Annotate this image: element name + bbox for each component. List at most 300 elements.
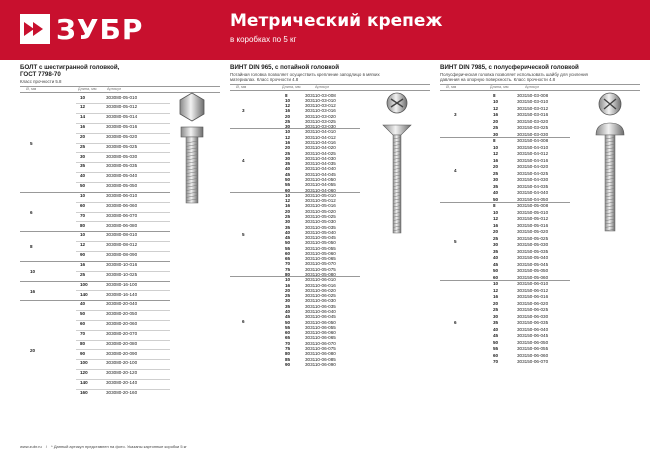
cell-article: 303110-05-020 [305, 208, 336, 214]
cell-article: 303110-06-020 [305, 287, 336, 293]
cell-length: 8 [285, 92, 288, 98]
cell-article: 303110-04-016 [305, 140, 336, 146]
footer-separator: / [45, 444, 48, 449]
cell-article: 303080-08-090 [106, 252, 138, 258]
cell-length: 70 [285, 340, 291, 346]
cell-article: 303110-06-075 [305, 345, 336, 351]
cell-article: 303080-05-010 [106, 94, 138, 100]
footer [20, 444, 187, 449]
cell-length: 90 [80, 252, 86, 258]
cell-length: 80 [285, 272, 291, 278]
cell-diameter: 3 [454, 112, 457, 118]
cell-length: 55 [285, 182, 291, 188]
cell-article: 303150-05-050 [517, 268, 549, 273]
cell-length: 80 [285, 351, 291, 357]
cell-length: 25 [80, 143, 86, 149]
cell-length: 50 [493, 268, 499, 273]
cell-diameter: 16 [30, 288, 36, 294]
header-diameter: Ø, мм [446, 85, 457, 90]
cell-article: 303150-05-035 [517, 248, 549, 254]
cell-length: 8 [493, 92, 496, 98]
cell-length: 12 [285, 103, 291, 109]
cell-article: 303110-06-070 [305, 340, 336, 346]
cell-length: 20 [285, 145, 291, 151]
cell-article: 303080-06-070 [106, 212, 138, 218]
section-title: БОЛТ с шестигранной головкой, [20, 64, 120, 71]
table-hex-bolt [20, 64, 220, 395]
cell-length: 35 [285, 224, 291, 230]
cell-length: 160 [80, 390, 88, 395]
cell-length: 40 [285, 229, 291, 235]
cell-article: 303080-20-090 [106, 350, 138, 356]
cell-article: 303110-04-035 [305, 161, 336, 167]
cell-article: 303150-03-012 [517, 105, 549, 111]
cell-article: 303110-03-010 [305, 97, 336, 103]
cell-article: 303110-06-080 [305, 351, 336, 357]
cell-length: 10 [493, 209, 499, 215]
group-divider [230, 128, 360, 129]
cell-length: 35 [493, 183, 499, 189]
cell-length: 12 [493, 105, 499, 111]
cell-article: 303080-20-120 [106, 370, 138, 376]
cell-length: 30 [285, 124, 291, 130]
cell-article: 303110-05-055 [305, 245, 336, 251]
cell-length: 140 [80, 291, 88, 297]
cell-diameter: 10 [30, 268, 36, 274]
cell-length: 20 [493, 118, 499, 124]
cell-length: 50 [493, 196, 499, 202]
cell-article: 303150-04-035 [517, 183, 549, 189]
cell-length: 60 [285, 250, 291, 256]
cell-article: 303110-06-035 [305, 303, 336, 309]
cell-length: 60 [80, 202, 86, 208]
cell-article: 303110-03-030 [305, 124, 336, 130]
cell-length: 50 [493, 339, 499, 345]
cell-length: 30 [285, 155, 291, 161]
cell-length: 16 [285, 140, 291, 146]
brand-logo [20, 14, 200, 46]
cell-article: 303110-05-060 [305, 250, 336, 256]
cell-length: 12 [493, 216, 499, 221]
header-article: Артикул [315, 85, 330, 90]
cell-length: 80 [80, 340, 86, 346]
cell-article: 303110-05-025 [305, 213, 336, 219]
cell-diameter: 5 [30, 140, 33, 146]
cell-diameter: 3 [242, 107, 245, 113]
cell-length: 25 [493, 235, 499, 241]
cell-article: 303110-06-045 [305, 314, 336, 320]
cell-length: 25 [80, 271, 86, 277]
cell-length: 140 [80, 380, 88, 386]
cell-length: 30 [493, 131, 499, 137]
cell-article: 303080-05-035 [106, 163, 138, 169]
cell-length: 120 [80, 370, 88, 376]
cell-article: 303150-06-050 [517, 339, 549, 345]
cell-article: 303110-05-035 [305, 224, 336, 230]
cell-article: 303150-05-025 [517, 235, 549, 241]
cell-article: 303110-06-090 [305, 361, 336, 367]
cell-article: 303150-05-016 [517, 222, 549, 228]
cell-length: 20 [285, 287, 291, 293]
header-diameter: Ø, мм [236, 85, 247, 90]
footer-note: * Данный артикул представлен на фото. Указаны картонные коробки 5 кг [51, 444, 187, 449]
cell-article: 303080-05-020 [106, 133, 138, 139]
cell-article: 303150-06-025 [517, 307, 549, 312]
cell-article: 303110-04-045 [305, 171, 336, 177]
cell-length: 40 [80, 173, 86, 179]
cell-article: 303150-04-016 [517, 157, 549, 163]
cell-diameter: 6 [242, 319, 245, 325]
cell-length: 45 [285, 314, 291, 320]
cell-article: 303150-03-025 [517, 125, 549, 130]
cell-length: 70 [80, 330, 86, 336]
cell-diameter: 5 [242, 232, 245, 238]
cell-article: 303080-20-160 [106, 390, 138, 395]
cell-length: 40 [285, 308, 291, 314]
cell-length: 30 [493, 313, 499, 319]
cell-length: 8 [493, 203, 496, 208]
cell-article: 303110-04-025 [305, 150, 336, 156]
cell-length: 45 [493, 261, 499, 267]
cell-article: 303150-05-020 [517, 229, 549, 234]
cell-article: 303110-06-065 [305, 335, 336, 341]
cell-article: 303110-05-045 [305, 235, 336, 241]
cell-article: 303080-08-010 [106, 232, 138, 238]
cell-article: 303110-04-055 [305, 182, 336, 188]
group-divider [20, 231, 170, 232]
cell-length: 60 [493, 274, 499, 280]
cell-length: 16 [493, 222, 499, 228]
cell-length: 25 [493, 170, 499, 176]
cell-length: 30 [285, 219, 291, 225]
cell-article: 303150-06-035 [517, 320, 549, 325]
cell-length: 40 [285, 166, 291, 172]
cell-article: 303110-05-040 [305, 229, 336, 235]
cell-article: 303110-04-010 [305, 129, 336, 135]
cell-length: 10 [80, 232, 86, 238]
cell-article: 303150-06-045 [517, 333, 549, 338]
cell-length: 16 [493, 294, 499, 299]
header-length: Длина, мм [282, 85, 301, 90]
cell-article: 303080-10-025 [106, 271, 138, 277]
cell-article: 303150-03-008 [517, 92, 549, 98]
cell-length: 90 [285, 361, 291, 367]
cell-article: 303080-20-100 [106, 360, 138, 366]
cell-length: 30 [493, 177, 499, 182]
cell-length: 10 [285, 129, 291, 135]
cell-article: 303080-20-050 [106, 311, 138, 317]
cell-length: 50 [285, 319, 291, 325]
cell-article: 303110-03-012 [305, 103, 336, 109]
cell-article: 303150-03-020 [517, 118, 549, 124]
cell-article: 303080-05-025 [106, 143, 138, 149]
cell-length: 16 [80, 261, 86, 267]
section-description-line2: материалах. Класс прочности 4.8 [230, 77, 299, 82]
cell-article: 303150-05-045 [517, 261, 549, 267]
cell-article: 303110-05-065 [305, 256, 336, 262]
cell-length: 12 [285, 198, 291, 204]
cell-article: 303150-04-030 [517, 177, 549, 182]
cell-length: 70 [80, 212, 86, 218]
cell-article: 303150-06-016 [517, 294, 549, 299]
cell-article: 303110-04-060 [305, 187, 336, 193]
cell-length: 10 [80, 94, 86, 100]
cell-length: 12 [80, 104, 86, 110]
cell-diameter: 4 [454, 167, 457, 173]
cell-length: 40 [493, 326, 499, 332]
cell-article: 303110-06-060 [305, 330, 336, 336]
cell-length: 20 [285, 208, 291, 214]
cell-article: 303110-05-080 [305, 272, 336, 278]
cell-length: 30 [285, 298, 291, 304]
cell-article: 303150-05-008 [517, 203, 549, 208]
page-subtitle: в коробках по 5 кг [230, 35, 297, 44]
cell-length: 45 [285, 171, 291, 177]
cell-length: 65 [285, 256, 291, 262]
cell-length: 25 [285, 150, 291, 156]
cell-length: 90 [80, 350, 86, 356]
cell-article: 303110-03-008 [305, 92, 336, 98]
cell-length: 50 [80, 183, 86, 189]
cell-length: 10 [285, 192, 291, 198]
header-diameter: Ø, мм [26, 87, 37, 92]
cell-article: 303150-06-030 [517, 313, 549, 319]
cell-length: 65 [285, 335, 291, 341]
group-divider [20, 281, 170, 282]
cell-article: 303110-05-016 [305, 203, 336, 209]
cell-diameter: 8 [30, 244, 33, 250]
header-article: Артикул [525, 85, 540, 90]
cell-article: 303110-05-010 [305, 192, 336, 198]
cell-article: 303150-04-025 [517, 170, 549, 176]
cell-article: 303150-06-040 [517, 326, 549, 332]
cell-length: 45 [493, 333, 499, 338]
cell-length: 20 [493, 300, 499, 306]
cell-article: 303150-05-012 [517, 216, 549, 221]
cell-article: 303110-03-025 [305, 118, 336, 124]
cell-article: 303110-05-030 [305, 219, 336, 225]
cell-length: 16 [285, 108, 291, 114]
group-divider [440, 280, 570, 281]
cell-length: 45 [285, 235, 291, 241]
cell-article: 303110-06-016 [305, 282, 336, 288]
cell-article: 303150-04-020 [517, 164, 549, 169]
cell-diameter: 20 [30, 347, 36, 353]
group-divider [20, 192, 170, 193]
table-header [230, 84, 430, 91]
cell-length: 100 [80, 281, 88, 287]
cell-length: 80 [80, 222, 86, 228]
cell-article: 303080-05-050 [106, 183, 138, 189]
section-description: Полусферическая головка позволяет использовать шайбу для усиления [440, 72, 588, 77]
cell-length: 25 [493, 125, 499, 130]
cell-article: 303080-20-140 [106, 380, 138, 386]
cell-article: 303080-20-060 [106, 321, 138, 327]
section-description: Потайная головка позволяет осуществить крепление заподлицо в мягких [230, 72, 380, 77]
cell-article: 303110-05-050 [305, 240, 336, 246]
cell-article: 303110-04-030 [305, 155, 336, 161]
cell-article: 303110-06-025 [305, 293, 336, 299]
group-divider [20, 261, 170, 262]
cell-article: 303080-20-080 [106, 340, 138, 346]
cell-length: 10 [285, 97, 291, 103]
cell-length: 60 [80, 321, 86, 327]
cell-length: 12 [80, 242, 86, 248]
cell-length: 16 [493, 157, 499, 163]
cell-length: 40 [493, 255, 499, 260]
section-title-line2: ГОСТ 7798-70 [20, 71, 61, 78]
table-countersunk-screw [230, 64, 430, 367]
cell-length: 25 [285, 213, 291, 219]
cell-article: 303080-05-012 [106, 104, 138, 110]
group-divider [440, 202, 570, 203]
cell-article: 303150-03-030 [517, 131, 549, 137]
cell-length: 40 [80, 301, 86, 307]
cell-length: 10 [493, 144, 499, 150]
cell-article: 303080-10-016 [106, 261, 138, 267]
header-article: Артикул [107, 87, 122, 92]
cell-length: 10 [285, 277, 291, 283]
cell-article: 303080-06-060 [106, 202, 138, 208]
cell-article: 303080-16-100 [106, 281, 138, 287]
cell-length: 35 [493, 320, 499, 325]
cell-length: 70 [493, 359, 499, 364]
cell-length: 70 [285, 261, 291, 267]
cell-article: 303150-05-060 [517, 274, 549, 280]
cell-article: 303110-06-085 [305, 356, 336, 362]
cell-article: 303150-06-060 [517, 352, 549, 358]
cell-article: 303150-04-012 [517, 151, 549, 156]
cell-length: 20 [285, 113, 291, 119]
cell-article: 303150-04-008 [517, 138, 549, 143]
cell-article: 303080-06-010 [106, 193, 138, 198]
cell-article: 303150-03-010 [517, 99, 549, 104]
cell-article: 303110-05-070 [305, 261, 336, 267]
cell-length: 55 [493, 346, 499, 351]
cell-length: 50 [285, 176, 291, 182]
cell-article: 303150-04-050 [517, 196, 549, 202]
cell-length: 75 [285, 266, 291, 272]
cell-length: 30 [493, 242, 499, 247]
cell-length: 20 [493, 164, 499, 169]
cell-length: 75 [285, 345, 291, 351]
brand-mark-icon [20, 14, 50, 44]
cell-length: 35 [493, 248, 499, 254]
cell-length: 12 [493, 287, 499, 293]
cell-article: 303150-05-030 [517, 242, 549, 247]
table-header [440, 84, 640, 91]
cell-length: 10 [80, 193, 86, 198]
cell-length: 25 [493, 307, 499, 312]
cell-diameter: 6 [454, 320, 457, 326]
cell-length: 50 [80, 311, 86, 317]
group-divider [20, 300, 170, 301]
cell-article: 303110-03-020 [305, 113, 336, 119]
cell-length: 12 [493, 151, 499, 156]
cell-article: 303110-04-020 [305, 145, 336, 151]
cell-article: 303150-06-012 [517, 287, 549, 293]
section-title: ВИНТ DIN 7985, с полусферической головкой [440, 64, 579, 71]
cell-article: 303150-03-016 [517, 112, 549, 117]
cell-length: 30 [80, 153, 86, 159]
section-description: Класс прочности 5.8 [20, 79, 62, 84]
cell-length: 60 [285, 330, 291, 336]
cell-article: 303110-06-040 [305, 308, 336, 314]
cell-length: 16 [285, 282, 291, 288]
countersunk-screw-icon [375, 91, 419, 246]
cell-length: 55 [285, 245, 291, 251]
cell-article: 303080-06-080 [106, 222, 138, 228]
cell-article: 303110-03-016 [305, 108, 336, 114]
table-pan-head-screw [440, 64, 640, 364]
footer-site-link[interactable]: www.zubr.ru [20, 444, 42, 449]
cell-length: 16 [493, 112, 499, 117]
brand-name: ЗУБР [56, 13, 144, 46]
cell-length: 55 [285, 324, 291, 330]
cell-article: 303080-20-070 [106, 330, 138, 336]
section-description-line2: давления на опорную поверхность. Класс прочности 4.8 [440, 77, 556, 82]
cell-article: 303080-05-040 [106, 173, 138, 179]
cell-length: 35 [80, 163, 86, 169]
cell-article: 303080-05-014 [106, 114, 138, 120]
cell-length: 35 [285, 303, 291, 309]
cell-article: 303110-06-055 [305, 324, 336, 330]
pan-head-screw-icon [588, 91, 632, 246]
cell-length: 60 [285, 187, 291, 193]
cell-article: 303150-05-010 [517, 209, 549, 215]
cell-article: 303110-05-075 [305, 266, 336, 272]
cell-article: 303080-05-016 [106, 124, 138, 130]
cell-article: 303150-05-040 [517, 255, 549, 260]
cell-length: 10 [493, 281, 499, 286]
cell-diameter: 5 [454, 239, 457, 244]
group-divider [230, 192, 360, 193]
cell-article: 303080-05-030 [106, 153, 138, 159]
cell-article: 303080-20-040 [106, 301, 138, 307]
cell-length: 14 [80, 114, 86, 120]
cell-length: 40 [493, 190, 499, 195]
cell-article: 303150-06-020 [517, 300, 549, 306]
header-length: Длина, мм [490, 85, 509, 90]
cell-article: 303110-04-040 [305, 166, 336, 172]
page-title: Метрический крепеж [230, 11, 443, 31]
cell-length: 16 [285, 203, 291, 209]
cell-article: 303080-16-140 [106, 291, 138, 297]
cell-diameter: 6 [30, 209, 33, 215]
cell-length: 35 [285, 161, 291, 167]
cell-length: 50 [285, 240, 291, 246]
cell-article: 303110-06-010 [305, 277, 336, 283]
cell-diameter: 4 [242, 158, 245, 164]
cell-article: 303150-04-010 [517, 144, 549, 150]
group-divider [440, 137, 570, 138]
cell-length: 8 [493, 138, 496, 143]
cell-length: 85 [285, 356, 291, 362]
cell-article: 303080-08-012 [106, 242, 138, 248]
cell-article: 303110-05-012 [305, 198, 336, 204]
cell-article: 303150-04-040 [517, 190, 549, 195]
cell-length: 12 [285, 134, 291, 140]
cell-length: 10 [493, 99, 499, 104]
cell-article: 303110-06-030 [305, 298, 336, 304]
cell-article: 303110-06-050 [305, 319, 336, 325]
cell-article: 303150-06-010 [517, 281, 549, 286]
cell-article: 303150-06-055 [517, 346, 549, 351]
cell-length: 25 [285, 293, 291, 299]
cell-length: 60 [493, 352, 499, 358]
header-banner [0, 0, 650, 60]
cell-article: 303110-04-050 [305, 176, 336, 182]
